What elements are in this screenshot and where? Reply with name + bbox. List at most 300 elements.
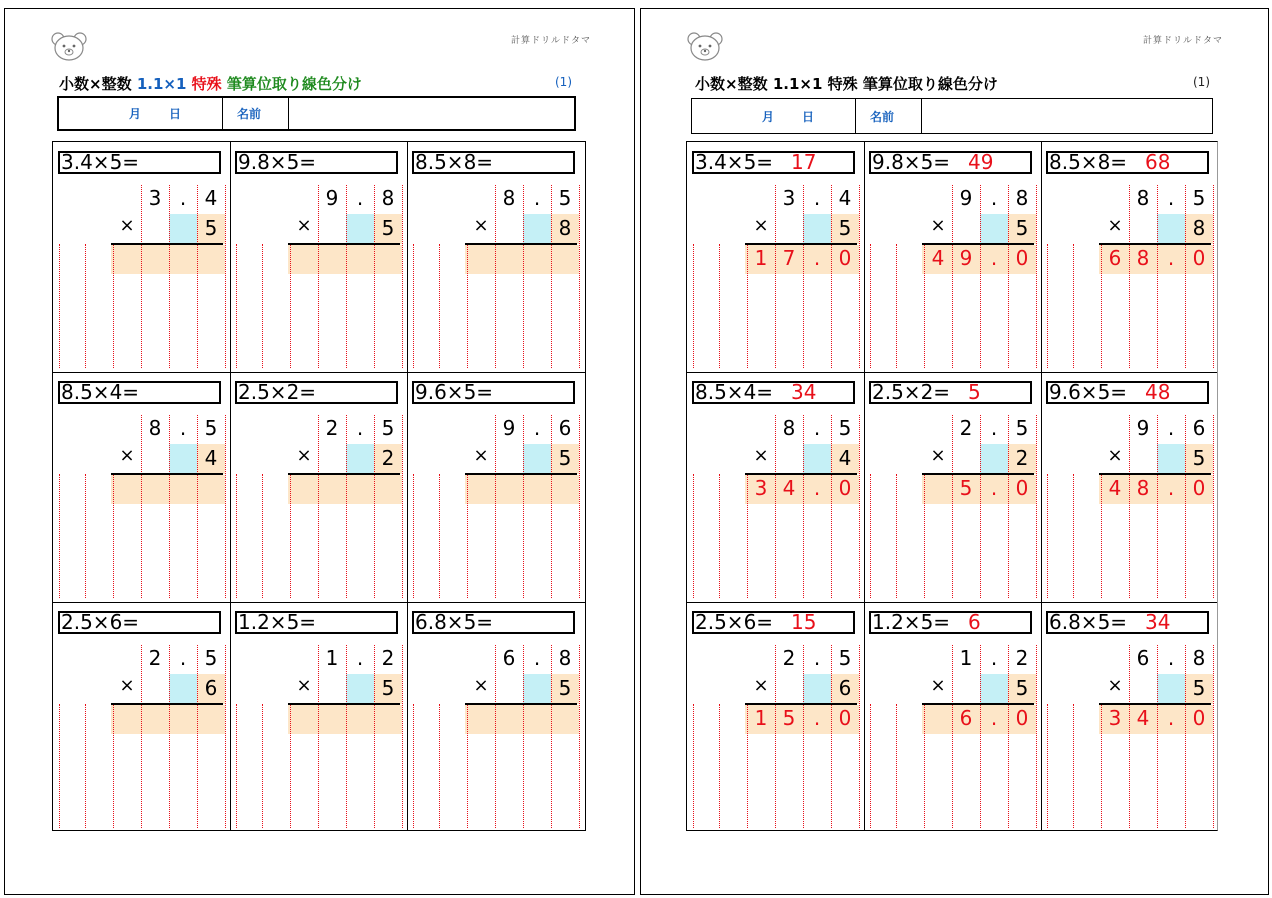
title-topic: 小数×整数 <box>695 75 768 93</box>
place-value-guide <box>495 645 496 828</box>
multiplicand-digit: 3 <box>782 186 796 210</box>
expression-text: 9.6×5= <box>415 380 494 404</box>
multiplier-tens-cell <box>346 674 374 704</box>
answer-rule <box>465 243 577 245</box>
multiplicand-digit: 8 <box>1136 186 1150 210</box>
expression-text: 2.5×6= <box>695 610 774 634</box>
multiplicand-digit: 1 <box>325 646 339 670</box>
multiplicand-digit: 5 <box>381 416 395 440</box>
result-digit: 4 <box>1136 706 1150 730</box>
answer-text: 48 <box>1145 380 1171 404</box>
multiplicand-digit: . <box>533 416 541 440</box>
multiplicand-digit: 8 <box>502 186 516 210</box>
problem-expression <box>1046 381 1209 404</box>
multiplicand-digit: 2 <box>782 646 796 670</box>
place-value-guide <box>169 645 170 828</box>
problem-cell <box>53 372 230 602</box>
bear-logo-icon <box>51 31 87 61</box>
date-field[interactable] <box>59 98 223 129</box>
place-value-guide <box>924 474 925 598</box>
expression-text: 8.5×4= <box>695 380 774 404</box>
multiplier-digit: 6 <box>838 676 852 700</box>
result-digit: . <box>1167 706 1175 730</box>
expression-text: 8.5×8= <box>415 150 494 174</box>
name-date-box <box>57 96 576 131</box>
multiplicand-digit: . <box>533 646 541 670</box>
problem-expression <box>412 381 575 404</box>
place-value-guide <box>225 185 226 368</box>
multiplier-digit: 5 <box>381 676 395 700</box>
answer-text: 15 <box>791 610 817 634</box>
expression-text: 2.5×6= <box>61 610 140 634</box>
answer-rule <box>745 473 857 475</box>
expression-text: 3.4×5= <box>61 150 140 174</box>
title-special: 特殊 <box>191 75 222 93</box>
place-value-guide <box>467 704 468 828</box>
multiplier-tens-cell <box>169 214 197 244</box>
multiplicand-digit: . <box>1167 186 1175 210</box>
place-value-guide <box>719 244 720 368</box>
place-value-guide <box>402 185 403 368</box>
place-value-guide <box>439 244 440 368</box>
problem-expression <box>869 611 1032 634</box>
place-value-guide <box>896 704 897 828</box>
place-value-guide <box>318 415 319 598</box>
problem-cell <box>230 602 407 832</box>
times-sign: × <box>119 675 135 696</box>
result-row-band <box>111 245 225 274</box>
times-sign: × <box>930 215 946 236</box>
problem-expression <box>692 151 855 174</box>
place-value-guide <box>1185 185 1186 368</box>
month-label: 月 <box>129 107 142 121</box>
sheet-number: (1) <box>555 75 572 89</box>
place-value-guide <box>141 185 142 368</box>
expression-text: 1.2×5= <box>872 610 951 634</box>
multiplicand-digit: . <box>356 186 364 210</box>
place-value-guide <box>467 244 468 368</box>
place-value-guide <box>85 704 86 828</box>
result-row-band <box>465 245 579 274</box>
times-sign: × <box>296 215 312 236</box>
multiplicand-digit: 8 <box>782 416 796 440</box>
place-value-guide <box>1047 704 1048 828</box>
place-value-guide <box>952 185 953 368</box>
multiplicand-digit: . <box>1167 646 1175 670</box>
answer-rule <box>111 703 223 705</box>
result-digit: . <box>813 476 821 500</box>
place-value-guide <box>225 645 226 828</box>
result-row-band <box>288 705 402 734</box>
place-value-guide <box>831 645 832 828</box>
problem-expression <box>235 381 398 404</box>
multiplier-tens-cell <box>1157 674 1185 704</box>
place-value-guide <box>719 474 720 598</box>
place-value-guide <box>803 645 804 828</box>
place-value-guide <box>980 645 981 828</box>
result-row-band <box>465 705 579 734</box>
multiplier-digit: 8 <box>558 216 572 240</box>
multiplier-digit: 5 <box>1015 216 1029 240</box>
title-level: 1.1×1 <box>136 75 187 93</box>
multiplicand-digit: . <box>533 186 541 210</box>
place-value-guide <box>1036 185 1037 368</box>
month-label: 月 <box>762 109 775 124</box>
result-digit: 6 <box>959 706 973 730</box>
problem-cell <box>53 142 230 372</box>
answer-text: 17 <box>791 150 817 174</box>
result-row-band <box>288 245 402 274</box>
expression-text: 1.2×5= <box>238 610 317 634</box>
place-value-guide <box>59 704 60 828</box>
answer-rule <box>922 243 1034 245</box>
place-value-guide <box>870 244 871 368</box>
multiplicand-digit: 5 <box>558 186 572 210</box>
result-digit: 0 <box>1015 706 1029 730</box>
times-sign: × <box>753 215 769 236</box>
place-value-guide <box>831 415 832 598</box>
problem-expression <box>869 151 1032 174</box>
place-value-guide <box>1213 185 1214 368</box>
multiplier-tens-cell <box>980 674 1008 704</box>
problem-cell <box>1041 602 1218 832</box>
name-date-box <box>691 98 1213 134</box>
place-value-guide <box>402 645 403 828</box>
multiplicand-digit: 6 <box>1136 646 1150 670</box>
answer-rule <box>288 473 400 475</box>
place-value-guide <box>859 645 860 828</box>
expression-text: 9.6×5= <box>1049 380 1128 404</box>
place-value-guide <box>952 415 953 598</box>
place-value-guide <box>551 185 552 368</box>
place-value-guide <box>980 185 981 368</box>
place-value-guide <box>693 704 694 828</box>
result-digit: 0 <box>1192 706 1206 730</box>
multiplier-tens-cell <box>346 444 374 474</box>
place-value-guide <box>693 244 694 368</box>
result-digit: 0 <box>1015 246 1029 270</box>
multiplicand-digit: 5 <box>838 646 852 670</box>
expression-text: 8.5×8= <box>1049 150 1128 174</box>
multiplicand-digit: . <box>813 186 821 210</box>
multiplicand-digit: 9 <box>502 416 516 440</box>
place-value-guide <box>523 645 524 828</box>
problem-expression <box>235 611 398 634</box>
result-digit: 1 <box>754 246 768 270</box>
problem-cell <box>687 602 864 832</box>
result-digit: . <box>1167 476 1175 500</box>
place-value-guide <box>318 185 319 368</box>
multiplicand-digit: 8 <box>148 416 162 440</box>
multiplicand-digit: . <box>990 416 998 440</box>
multiplicand-digit: 8 <box>558 646 572 670</box>
expression-text: 8.5×4= <box>61 380 140 404</box>
result-digit: 0 <box>1192 476 1206 500</box>
title-topic: 小数×整数 <box>59 75 132 93</box>
multiplicand-digit: . <box>356 416 364 440</box>
multiplier-tens-cell <box>980 444 1008 474</box>
place-value-guide <box>318 645 319 828</box>
problem-expression <box>692 381 855 404</box>
multiplicand-digit: 9 <box>959 186 973 210</box>
day-label: 日 <box>169 107 182 121</box>
times-sign: × <box>753 445 769 466</box>
problem-expression <box>1046 611 1209 634</box>
place-value-guide <box>1036 645 1037 828</box>
multiplier-digit: 5 <box>1192 676 1206 700</box>
result-digit: 8 <box>1136 246 1150 270</box>
times-sign: × <box>473 675 489 696</box>
place-value-guide <box>1185 415 1186 598</box>
multiplier-tens-cell <box>803 674 831 704</box>
multiplicand-digit: . <box>356 646 364 670</box>
problem-expression <box>58 151 221 174</box>
problem-cell <box>407 602 584 832</box>
multiplicand-digit: 2 <box>148 646 162 670</box>
result-digit: 0 <box>838 246 852 270</box>
times-sign: × <box>1107 215 1123 236</box>
result-digit: 1 <box>754 706 768 730</box>
result-digit: 0 <box>838 706 852 730</box>
place-value-guide <box>59 474 60 598</box>
multiplicand-digit: 3 <box>148 186 162 210</box>
multiplier-tens-cell <box>169 444 197 474</box>
name-field[interactable] <box>289 98 574 129</box>
place-value-guide <box>980 415 981 598</box>
name-field[interactable] <box>922 99 1212 133</box>
problem-expression <box>869 381 1032 404</box>
multiplier-tens-cell <box>803 444 831 474</box>
result-digit: 3 <box>754 476 768 500</box>
multiplicand-digit: 2 <box>381 646 395 670</box>
problem-expression <box>58 381 221 404</box>
answer-text: 49 <box>968 150 994 174</box>
multiplier-digit: 5 <box>1192 446 1206 470</box>
result-row-band <box>288 475 402 504</box>
multiplicand-digit: 8 <box>1192 646 1206 670</box>
result-digit: 0 <box>1015 476 1029 500</box>
result-digit: 3 <box>1108 706 1122 730</box>
place-value-guide <box>1047 474 1048 598</box>
place-value-guide <box>236 474 237 598</box>
multiplicand-digit: 5 <box>204 646 218 670</box>
expression-text: 2.5×2= <box>872 380 951 404</box>
place-value-guide <box>113 474 114 598</box>
place-value-guide <box>495 185 496 368</box>
problem-cell <box>864 372 1041 602</box>
expression-text: 9.8×5= <box>238 150 317 174</box>
answer-text: 5 <box>968 380 981 404</box>
worksheet-title <box>59 73 362 94</box>
times-sign: × <box>1107 675 1123 696</box>
place-value-guide <box>523 185 524 368</box>
name-label: 名前 <box>856 99 922 133</box>
place-value-guide <box>924 704 925 828</box>
place-value-guide <box>169 415 170 598</box>
multiplicand-digit: . <box>179 186 187 210</box>
place-value-guide <box>775 415 776 598</box>
place-value-guide <box>693 474 694 598</box>
place-value-guide <box>262 474 263 598</box>
place-value-guide <box>467 474 468 598</box>
place-value-guide <box>1129 185 1130 368</box>
place-value-guide <box>290 704 291 828</box>
problem-cell <box>53 602 230 832</box>
result-digit: 5 <box>959 476 973 500</box>
multiplier-tens-cell <box>1157 214 1185 244</box>
multiplicand-digit: . <box>1167 416 1175 440</box>
result-row-band <box>465 475 579 504</box>
result-digit: . <box>990 706 998 730</box>
multiplicand-digit: 6 <box>558 416 572 440</box>
place-value-guide <box>523 415 524 598</box>
problem-expression <box>412 611 575 634</box>
result-digit: 9 <box>959 246 973 270</box>
multiplier-digit: 5 <box>204 216 218 240</box>
problem-expression <box>58 611 221 634</box>
place-value-guide <box>803 185 804 368</box>
multiplier-tens-cell <box>523 444 551 474</box>
result-digit: 5 <box>782 706 796 730</box>
multiplier-digit: 4 <box>838 446 852 470</box>
place-value-guide <box>1129 645 1130 828</box>
multiplicand-digit: 4 <box>204 186 218 210</box>
multiplier-digit: 5 <box>558 676 572 700</box>
place-value-guide <box>141 415 142 598</box>
times-sign: × <box>296 445 312 466</box>
problem-cell <box>687 372 864 602</box>
result-digit: 4 <box>1108 476 1122 500</box>
place-value-guide <box>113 244 114 368</box>
multiplicand-digit: 4 <box>838 186 852 210</box>
multiplier-tens-cell <box>803 214 831 244</box>
expression-text: 3.4×5= <box>695 150 774 174</box>
multiplier-digit: 8 <box>1192 216 1206 240</box>
place-value-guide <box>346 185 347 368</box>
result-digit: 6 <box>1108 246 1122 270</box>
problem-cell <box>407 372 584 602</box>
multiplicand-digit: 6 <box>502 646 516 670</box>
times-sign: × <box>753 675 769 696</box>
answer-rule <box>111 473 223 475</box>
place-value-guide <box>1008 415 1009 598</box>
multiplier-digit: 5 <box>558 446 572 470</box>
multiplier-digit: 2 <box>1015 446 1029 470</box>
place-value-guide <box>719 704 720 828</box>
multiplier-tens-cell <box>1157 444 1185 474</box>
answer-rule <box>922 473 1034 475</box>
multiplicand-digit: 5 <box>1015 416 1029 440</box>
expression-text: 6.8×5= <box>1049 610 1128 634</box>
multiplicand-digit: 5 <box>204 416 218 440</box>
place-value-guide <box>870 704 871 828</box>
place-value-guide <box>579 415 580 598</box>
place-value-guide <box>1036 415 1037 598</box>
problem-grid <box>52 141 586 831</box>
result-digit: . <box>990 476 998 500</box>
multiplier-digit: 4 <box>204 446 218 470</box>
result-digit: . <box>990 246 998 270</box>
place-value-guide <box>1073 704 1074 828</box>
problem-cell <box>230 142 407 372</box>
place-value-guide <box>225 415 226 598</box>
place-value-guide <box>113 704 114 828</box>
place-value-guide <box>859 185 860 368</box>
multiplicand-digit: . <box>813 416 821 440</box>
place-value-guide <box>413 704 414 828</box>
result-digit: . <box>813 706 821 730</box>
problem-expression <box>692 611 855 634</box>
multiplicand-digit: . <box>990 646 998 670</box>
times-sign: × <box>119 445 135 466</box>
place-value-guide <box>402 415 403 598</box>
place-value-guide <box>952 645 953 828</box>
answer-text: 34 <box>791 380 817 404</box>
title-level: 1.1×1 <box>772 75 823 93</box>
place-value-guide <box>262 704 263 828</box>
times-sign: × <box>1107 445 1123 466</box>
problem-cell <box>407 142 584 372</box>
result-digit: 8 <box>1136 476 1150 500</box>
title-method: 筆算位取り線色分け <box>226 75 362 93</box>
answer-rule <box>1099 703 1211 705</box>
place-value-guide <box>1129 415 1130 598</box>
times-sign: × <box>473 215 489 236</box>
title-special: 特殊 <box>827 75 858 93</box>
place-value-guide <box>831 185 832 368</box>
problem-cell <box>864 602 1041 832</box>
problem-cell <box>687 142 864 372</box>
result-row-band <box>111 705 225 734</box>
result-digit: . <box>813 246 821 270</box>
place-value-guide <box>803 415 804 598</box>
result-digit: . <box>1167 246 1175 270</box>
times-sign: × <box>930 445 946 466</box>
place-value-guide <box>197 415 198 598</box>
place-value-guide <box>1008 185 1009 368</box>
date-field[interactable] <box>692 99 856 133</box>
place-value-guide <box>413 474 414 598</box>
multiplier-tens-cell <box>523 674 551 704</box>
times-sign: × <box>473 445 489 466</box>
multiplier-tens-cell <box>523 214 551 244</box>
place-value-guide <box>290 474 291 598</box>
place-value-guide <box>236 704 237 828</box>
place-value-guide <box>374 415 375 598</box>
result-digit: 4 <box>931 246 945 270</box>
answer-text: 68 <box>1145 150 1171 174</box>
place-value-guide <box>1213 645 1214 828</box>
place-value-guide <box>775 185 776 368</box>
answer-rule <box>288 703 400 705</box>
place-value-guide <box>859 415 860 598</box>
place-value-guide <box>374 185 375 368</box>
answer-rule <box>745 243 857 245</box>
multiplicand-digit: 2 <box>325 416 339 440</box>
multiplicand-digit: . <box>813 646 821 670</box>
multiplicand-digit: 8 <box>1015 186 1029 210</box>
place-value-guide <box>374 645 375 828</box>
multiplicand-digit: 8 <box>381 186 395 210</box>
problem-expression <box>1046 151 1209 174</box>
multiplicand-digit: . <box>179 646 187 670</box>
place-value-guide <box>1157 645 1158 828</box>
problem-expression <box>412 151 575 174</box>
multiplicand-digit: 2 <box>1015 646 1029 670</box>
place-value-guide <box>439 704 440 828</box>
place-value-guide <box>1157 415 1158 598</box>
name-label: 名前 <box>223 98 289 129</box>
